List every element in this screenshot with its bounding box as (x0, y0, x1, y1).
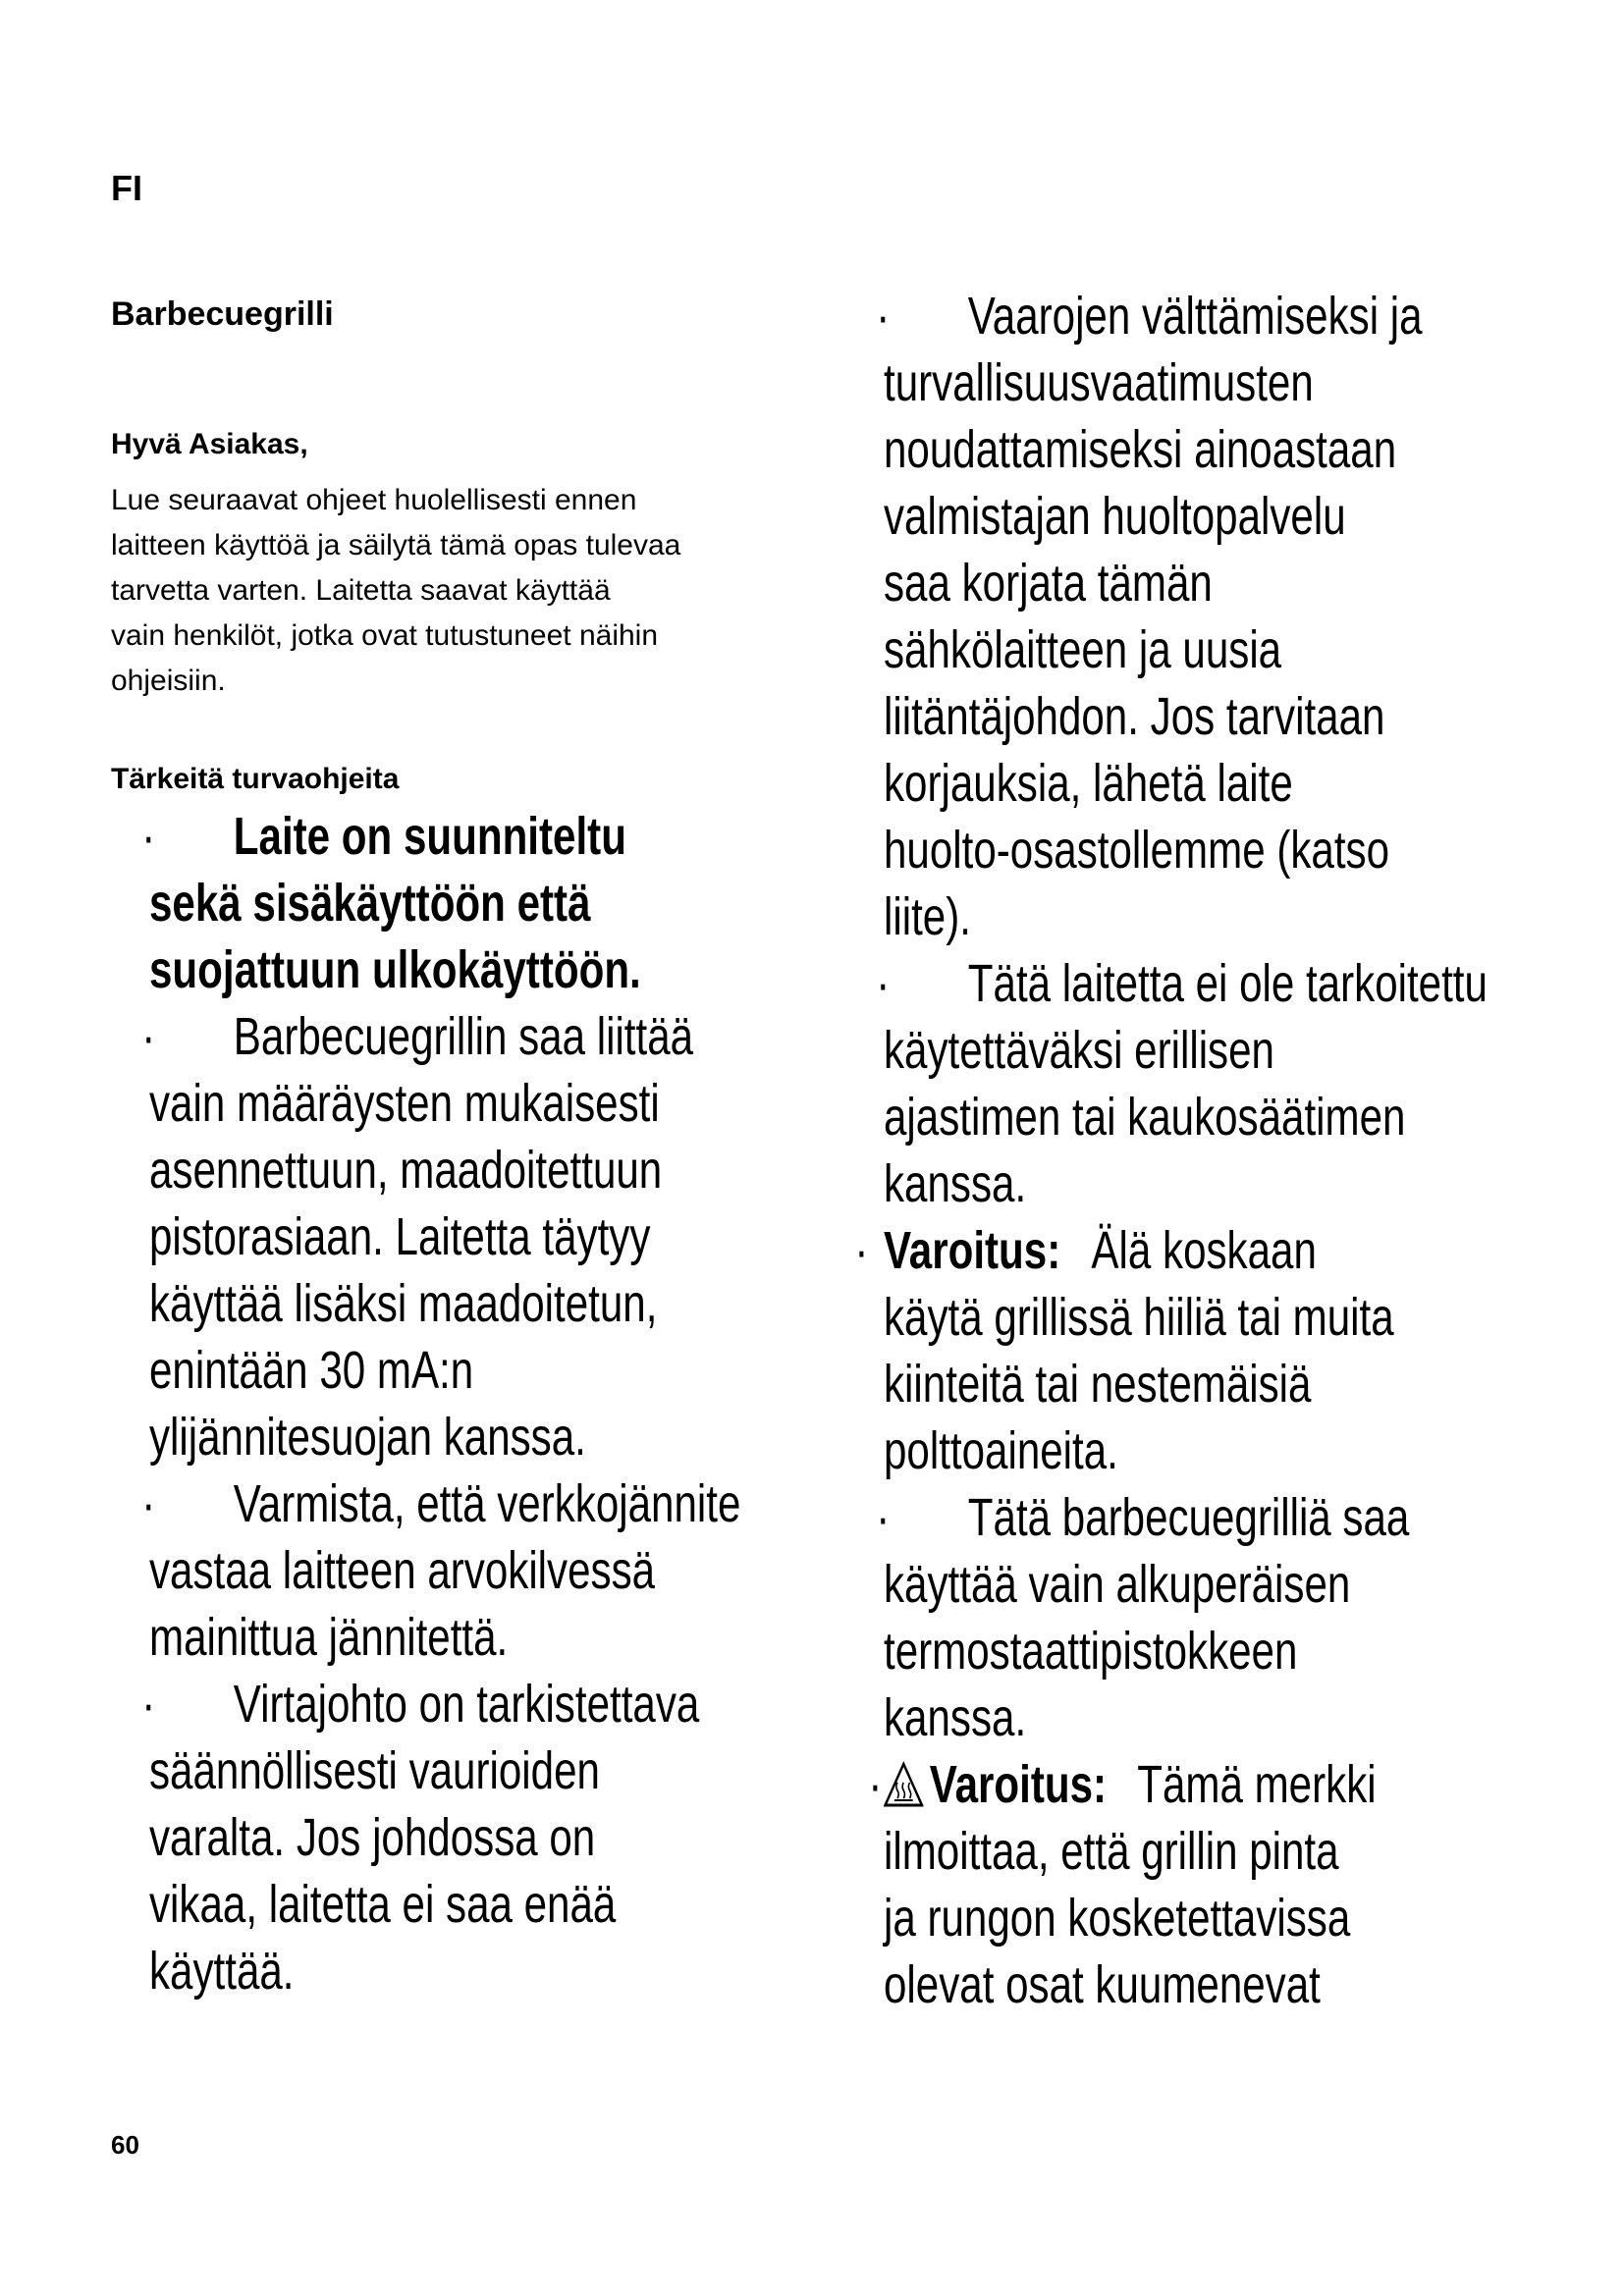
item-line: korjauksia, lähetä laite (884, 754, 1293, 813)
bullet-marker: · (141, 1007, 156, 1066)
bullet-marker: · (141, 807, 156, 866)
warning-label: Varoitus: (929, 1755, 1108, 1814)
item-line: Laite on suunniteltu (233, 807, 626, 866)
item-line: asennettuun, maadoitettuun (149, 1141, 663, 1200)
item-line: varalta. Jos johdossa on (149, 1808, 596, 1867)
item-line: pistorasiaan. Laitetta täytyy (149, 1207, 651, 1266)
item-line: käytä grillissä hiiliä tai muita (884, 1288, 1394, 1347)
item-line: vastaa laitteen arvokilvessä (149, 1541, 656, 1600)
bullet-marker: · (868, 1755, 883, 1814)
item-line: Tätä laitetta ei ole tarkoitettu (967, 954, 1488, 1013)
item-line: Tätä barbecuegrilliä saa (967, 1488, 1410, 1547)
item-line: Virtajohto on tarkistettava (233, 1675, 700, 1734)
safety-item (141, 1671, 894, 2004)
item-line: kiinteitä tai nestemäisiä (884, 1355, 1312, 1414)
warning-item (854, 1217, 1604, 1484)
document-title: Barbecuegrilli (111, 295, 334, 333)
item-line: sähkölaitteen ja uusia (884, 620, 1282, 679)
item-line: huolto-osastollemme (katso (884, 821, 1390, 880)
item-line: ja rungon kosketettavissa (884, 1889, 1351, 1948)
item-line: säännöllisesti vaurioiden (149, 1741, 600, 1800)
bullet-marker: · (876, 287, 891, 346)
intro-paragraph (111, 478, 798, 704)
item-line: noudattamiseksi ainoastaan (884, 420, 1397, 479)
warning-label: Varoitus: (884, 1221, 1061, 1280)
item-line: Älä koskaan (1091, 1221, 1317, 1280)
safety-list-right (854, 283, 1605, 2018)
item-line: kanssa. (884, 1154, 1027, 1213)
item-line: Barbecuegrillin saa liittää (233, 1007, 694, 1066)
safety-item (876, 283, 1604, 950)
safety-list-left (141, 803, 895, 2004)
intro-line: ohjeisiin. (111, 665, 226, 697)
intro-line: vain henkilöt, jotka ovat tutustuneet näihin (111, 619, 659, 652)
safety-item (141, 803, 894, 1003)
item-line: mainittua jännitettä. (149, 1608, 509, 1667)
item-line: ylijännitesuojan kanssa. (149, 1408, 586, 1467)
hot-surface-warning-icon (884, 1761, 924, 1808)
item-line: ajastimen tai kaukosäätimen (884, 1088, 1406, 1147)
greeting: Hyvä Asiakas, (111, 428, 308, 460)
bullet-marker: · (854, 1221, 869, 1280)
safety-item (876, 950, 1604, 1217)
item-line: vikaa, laitetta ei saa enää (149, 1875, 617, 1934)
item-line: Tämä merkki (1137, 1755, 1377, 1814)
bullet-marker: · (141, 1474, 156, 1533)
safety-item (141, 1470, 894, 1671)
safety-item (141, 1003, 894, 1470)
page-number: 60 (111, 2130, 139, 2160)
language-code: FI (111, 168, 142, 208)
item-line: Vaarojen välttämiseksi ja (967, 287, 1423, 346)
item-line: valmistajan huoltopalvelu (884, 487, 1346, 546)
item-line: Varmista, että verkkojännite (233, 1474, 741, 1533)
safety-heading: Tärkeitä turvaohjeita (111, 763, 400, 795)
intro-line: tarvetta varten. Laitetta saavat käyttää (111, 574, 611, 607)
item-line: saa korjata tämän (884, 554, 1213, 613)
item-line: termostaattipistokkeen (884, 1622, 1298, 1681)
item-line: olevat osat kuumenevat (884, 1955, 1321, 2014)
bullet-marker: · (141, 1675, 156, 1734)
warning-item (868, 1751, 1604, 2018)
bullet-marker: · (876, 1488, 891, 1547)
item-line: ilmoittaa, että grillin pinta (884, 1822, 1339, 1881)
item-line: käyttää. (149, 1942, 295, 2001)
item-line: polttoaineita. (884, 1421, 1118, 1480)
item-line: käyttää vain alkuperäisen (884, 1555, 1351, 1614)
bullet-marker: · (876, 954, 891, 1013)
item-line: liitäntäjohdon. Jos tarvitaan (884, 687, 1385, 746)
item-line: sekä sisäkäyttöön että (149, 874, 591, 933)
item-line: kanssa. (884, 1688, 1027, 1747)
item-line: turvallisuusvaatimusten (884, 353, 1314, 412)
item-line: enintään 30 mA:n (149, 1341, 474, 1400)
intro-line: laitteen käyttöä ja säilytä tämä opas tulevaa (111, 529, 681, 561)
item-line: liite). (884, 887, 971, 946)
item-line: suojattuun ulkokäyttöön. (149, 940, 641, 999)
intro-line: Lue seuraavat ohjeet huolellisesti ennen (111, 484, 637, 516)
item-line: käyttää lisäksi maadoitetun, (149, 1274, 658, 1333)
item-line: käytettäväksi erillisen (884, 1021, 1274, 1080)
item-line: vain määräysten mukaisesti (149, 1074, 660, 1133)
safety-item (876, 1484, 1604, 1751)
